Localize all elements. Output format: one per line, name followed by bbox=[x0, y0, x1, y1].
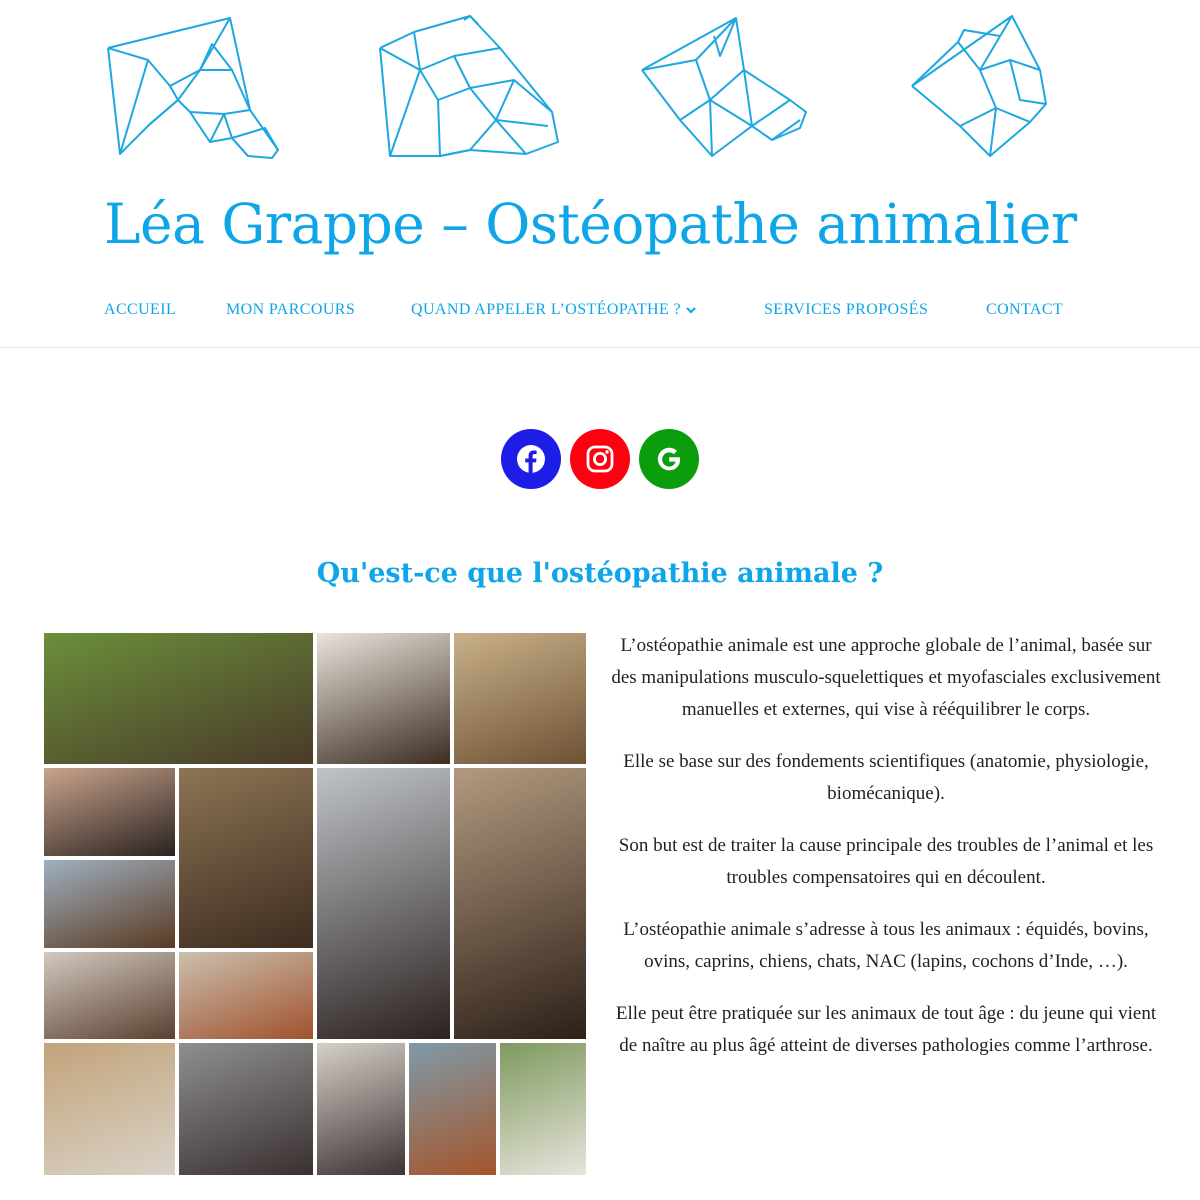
paragraph: Son but est de traiter la cause principale des troubles de l’animal et les troubles compensatoires qui en découlent. bbox=[618, 835, 1154, 888]
animal-logos bbox=[0, 0, 1200, 170]
google-button[interactable] bbox=[639, 429, 699, 489]
nav-item-mon-parcours[interactable] bbox=[226, 298, 355, 322]
nav-label: QUAND APPELER L’OSTÉOPATHE ? bbox=[411, 301, 682, 318]
photo-gallery bbox=[44, 633, 586, 1175]
photo-white-pony[interactable] bbox=[500, 1043, 586, 1175]
photo-horse-winter[interactable] bbox=[44, 860, 175, 948]
photo-chestnut-blaze[interactable] bbox=[409, 1043, 496, 1175]
nav-item-services[interactable] bbox=[764, 298, 928, 322]
photo-dog-hug[interactable] bbox=[317, 633, 450, 764]
nav-item-quand-appeler[interactable] bbox=[411, 298, 697, 322]
nav-item-contact[interactable] bbox=[986, 298, 1063, 322]
nav-item-accueil[interactable] bbox=[104, 298, 176, 322]
photo-stable-brown-horse[interactable] bbox=[179, 768, 313, 948]
cow-head-icon bbox=[380, 16, 558, 156]
photo-chestnut-horse[interactable] bbox=[179, 952, 313, 1039]
cat-head-icon bbox=[912, 16, 1046, 156]
facebook-button[interactable] bbox=[501, 429, 561, 489]
photo-husky-grooming[interactable] bbox=[317, 1043, 405, 1175]
nav-label: MON PARCOURS bbox=[226, 301, 356, 318]
dog-head-icon bbox=[642, 18, 806, 156]
main-nav bbox=[0, 298, 1200, 324]
site-title[interactable]: Léa Grappe – Ostéopathe animalier bbox=[104, 192, 1077, 256]
site-header bbox=[0, 0, 1200, 348]
nav-label: SERVICES PROPOSÉS bbox=[764, 301, 929, 318]
photo-husky[interactable] bbox=[44, 1043, 175, 1175]
instagram-button[interactable] bbox=[570, 429, 630, 489]
photo-palomino-horse[interactable] bbox=[454, 633, 586, 764]
nav-label: ACCUEIL bbox=[104, 301, 177, 318]
paragraph: L’ostéopathie animale s’adresse à tous les animaux : équidés, bovins, ovins, caprins, chiens, chats, NAC (lapins, cochons d’Inde, …). bbox=[623, 919, 1149, 972]
facebook-icon bbox=[515, 443, 547, 475]
photo-siamese-cat[interactable] bbox=[44, 768, 175, 856]
photo-dog-lying[interactable] bbox=[44, 952, 175, 1039]
instagram-icon bbox=[584, 443, 616, 475]
photo-french-bulldog[interactable] bbox=[179, 1043, 313, 1175]
chevron-down-icon bbox=[685, 304, 697, 316]
paragraph: Elle peut être pratiquée sur les animaux de tout âge : du jeune qui vient de naître au plus âgé atteint de diverses pathologies comme l’arthrose. bbox=[615, 1003, 1157, 1056]
photo-dark-horse-halter[interactable] bbox=[317, 768, 450, 1039]
photo-bay-horse-stable[interactable] bbox=[454, 768, 586, 1039]
intro-text bbox=[608, 630, 1164, 1082]
paragraph: Elle se base sur des fondements scientifiques (anatomie, physiologie, biomécanique). bbox=[623, 751, 1149, 804]
section-heading: Qu'est-ce que l'ostéopathie animale ? bbox=[316, 558, 884, 589]
photo-horse-massage[interactable] bbox=[44, 633, 313, 764]
horse-head-icon bbox=[108, 18, 278, 158]
paragraph: L’ostéopathie animale est une approche globale de l’animal, basée sur des manipulations musculo-squelettiques et myofasciales exclusivement manuelles et externes, qui vise à rééquilibrer le corps. bbox=[611, 635, 1161, 720]
nav-label: CONTACT bbox=[986, 301, 1064, 318]
google-icon bbox=[653, 443, 685, 475]
